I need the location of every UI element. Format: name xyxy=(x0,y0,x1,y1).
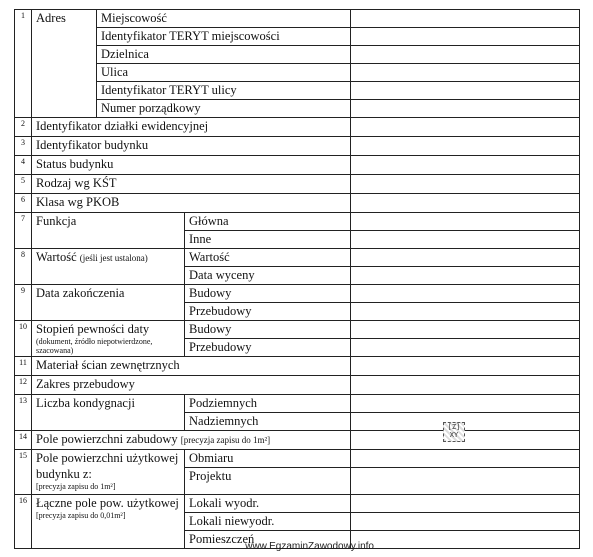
row-number: 14 xyxy=(15,431,32,450)
table-row xyxy=(15,431,580,450)
table-row xyxy=(15,82,580,100)
row-label-cell xyxy=(32,450,185,495)
value-cell[interactable] xyxy=(351,450,580,468)
value-cell[interactable] xyxy=(351,64,580,82)
value-cell[interactable] xyxy=(351,194,580,213)
sub-label: Obmiaru xyxy=(185,450,351,468)
value-cell[interactable] xyxy=(351,267,580,285)
row-number: 5 xyxy=(15,175,32,194)
value-cell[interactable] xyxy=(351,303,580,321)
row-label: Pole powierzchni użytkowej budynku z: xyxy=(36,451,179,481)
row-label: Wartość xyxy=(36,250,77,264)
sub-label: Projektu xyxy=(185,468,351,495)
sub-label: Inne xyxy=(185,231,351,249)
sub-label: Identyfikator TERYT miejscowości xyxy=(97,28,351,46)
building-attributes-table xyxy=(14,9,580,549)
table-row xyxy=(15,395,580,413)
row-note: (dokument, źródło niepotwierdzone, szacowana) xyxy=(36,337,153,355)
sub-label: Data wyceny xyxy=(185,267,351,285)
table-row xyxy=(15,495,580,513)
table-row xyxy=(15,100,580,118)
row-label: Materiał ścian zewnętrznych xyxy=(32,357,351,376)
sub-label: Numer porządkowy xyxy=(97,100,351,118)
value-cell[interactable] xyxy=(351,413,580,431)
value-cell[interactable] xyxy=(351,231,580,249)
sub-label: Identyfikator TERYT ulicy xyxy=(97,82,351,100)
row-label: Identyfikator budynku xyxy=(32,137,351,156)
row-label-cell xyxy=(32,249,185,285)
row-number: 12 xyxy=(15,376,32,395)
sub-label: Dzielnica xyxy=(97,46,351,64)
value-cell[interactable] xyxy=(351,249,580,267)
row-label: Data zakończenia xyxy=(32,285,185,321)
row-label: Identyfikator działki ewidencyjnej xyxy=(32,118,351,137)
table-row xyxy=(15,249,580,267)
row-number: 8 xyxy=(15,249,32,285)
row-note: (jeśli jest ustalona) xyxy=(79,253,148,263)
table-row xyxy=(15,64,580,82)
row-label: Stopień pewności daty xyxy=(36,322,150,336)
table-row xyxy=(15,156,580,175)
row-number: 9 xyxy=(15,285,32,321)
value-cell[interactable] xyxy=(351,513,580,531)
value-cell[interactable] xyxy=(351,285,580,303)
row-label-adres: Adres xyxy=(32,10,97,118)
stamp-icon: [Z] XY xyxy=(443,422,465,442)
table-row xyxy=(15,450,580,468)
sub-label: Główna xyxy=(185,213,351,231)
table-row xyxy=(15,118,580,137)
sub-label: Miejscowość xyxy=(97,10,351,28)
row-number: 11 xyxy=(15,357,32,376)
row-number: 1 xyxy=(15,10,32,118)
row-label: Klasa wg PKOB xyxy=(32,194,351,213)
value-cell[interactable] xyxy=(351,431,580,450)
table-row xyxy=(15,10,580,28)
table-row xyxy=(15,321,580,339)
row-label: Funkcja xyxy=(32,213,185,249)
table-row xyxy=(15,194,580,213)
table-row xyxy=(15,175,580,194)
row-number: 6 xyxy=(15,194,32,213)
sub-label: Nadziemnych xyxy=(185,413,351,431)
row-label-cell xyxy=(32,431,351,450)
table-row xyxy=(15,28,580,46)
sub-label: Wartość xyxy=(185,249,351,267)
value-cell[interactable] xyxy=(351,10,580,28)
value-cell[interactable] xyxy=(351,395,580,413)
row-number: 2 xyxy=(15,118,32,137)
table-row xyxy=(15,213,580,231)
value-cell[interactable] xyxy=(351,495,580,513)
value-cell[interactable] xyxy=(351,156,580,175)
row-number: 4 xyxy=(15,156,32,175)
sub-label: Budowy xyxy=(185,321,351,339)
sub-label: Budowy xyxy=(185,285,351,303)
sub-label: Lokali wyodr. xyxy=(185,495,351,513)
sub-label: Pomieszczeń xyxy=(185,531,351,549)
value-cell[interactable] xyxy=(351,213,580,231)
row-number: 10 xyxy=(15,321,32,357)
sub-label: Podziemnych xyxy=(185,395,351,413)
row-number: 7 xyxy=(15,213,32,249)
row-label-cell xyxy=(32,321,185,357)
row-label: Zakres przebudowy xyxy=(32,376,351,395)
sub-label: Przebudowy xyxy=(185,303,351,321)
value-cell[interactable] xyxy=(351,118,580,137)
row-number: 15 xyxy=(15,450,32,495)
row-label: Liczba kondygnacji xyxy=(32,395,185,431)
value-cell[interactable] xyxy=(351,376,580,395)
value-cell[interactable] xyxy=(351,321,580,339)
table-row xyxy=(15,376,580,395)
sub-label: Ulica xyxy=(97,64,351,82)
row-number: 16 xyxy=(15,495,32,549)
value-cell[interactable] xyxy=(351,28,580,46)
row-note: [precyzja zapisu do 1m²] xyxy=(36,482,116,491)
row-label: Łączne pole pow. użytkowej xyxy=(36,496,179,510)
table-row xyxy=(15,285,580,303)
row-number: 13 xyxy=(15,395,32,431)
value-cell[interactable] xyxy=(351,82,580,100)
sub-label: Lokali niewyodr. xyxy=(185,513,351,531)
row-label-cell xyxy=(32,495,185,549)
value-cell[interactable] xyxy=(351,357,580,376)
value-cell[interactable] xyxy=(351,468,580,495)
watermark: www.EgzaminZawodowy.info xyxy=(245,541,374,552)
table-row xyxy=(15,137,580,156)
row-number: 3 xyxy=(15,137,32,156)
row-label: Rodzaj wg KŚT xyxy=(32,175,351,194)
sub-label: Przebudowy xyxy=(185,339,351,357)
value-cell[interactable] xyxy=(351,100,580,118)
value-cell[interactable] xyxy=(351,175,580,194)
value-cell[interactable] xyxy=(351,339,580,357)
value-cell[interactable] xyxy=(351,46,580,64)
value-cell[interactable] xyxy=(351,531,580,549)
row-note: [precyzja zapisu do 1m²] xyxy=(180,435,271,445)
row-note: [precyzja zapisu do 0,01m²] xyxy=(36,511,126,520)
row-label: Pole powierzchni zabudowy xyxy=(36,432,178,446)
row-label: Status budynku xyxy=(32,156,351,175)
table-row xyxy=(15,46,580,64)
table-row xyxy=(15,357,580,376)
value-cell[interactable] xyxy=(351,137,580,156)
